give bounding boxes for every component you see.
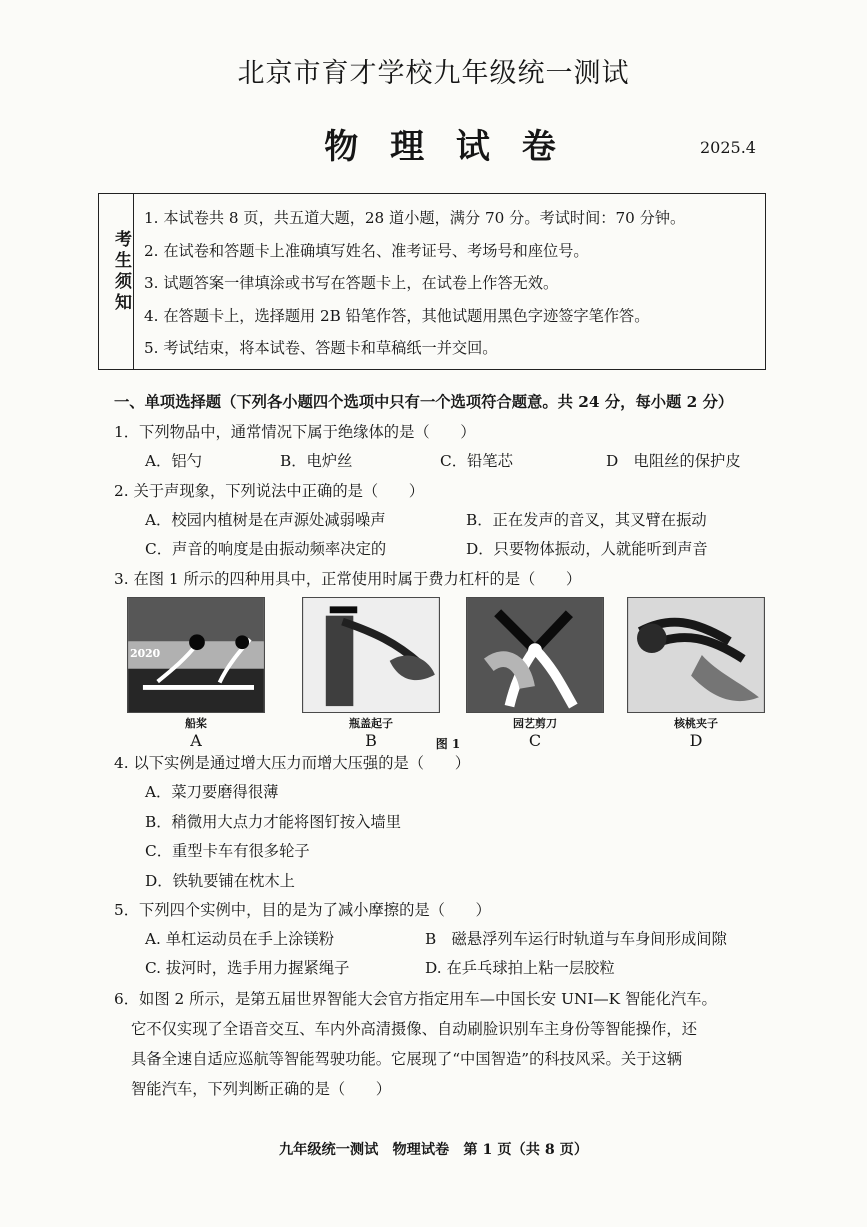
candidate-notice-box (98, 193, 766, 370)
question-6-stem-line-2: 它不仅实现了全语音交互、车内外高清摄像、自动刷脸识别车主身份等智能操作，还 (131, 1020, 697, 1038)
question-4-option-d: D．铁轨要铺在枕木上 (145, 872, 295, 890)
question-2-option-d: D．只要物体振动，人就能听到声音 (466, 540, 708, 558)
question-3-stem: 3. 在图 1 所示的四种用具中，正常使用时属于费力杠杆的是（ ） (114, 570, 582, 588)
nutcracker-caption: 核桃夹子 (674, 717, 718, 730)
figure-option-c: C (528, 731, 542, 750)
nutcracker-photo (627, 597, 765, 713)
question-4-option-c: C．重型卡车有很多轮子 (145, 842, 310, 860)
question-5-stem: 5．下列四个实例中，目的是为了减小摩擦的是（ ） (114, 901, 491, 919)
figure-option-d: D (689, 731, 703, 750)
question-6-stem-line-1: 6．如图 2 所示，是第五届世界智能大会官方指定用车—中国长安 UNI—K 智能化汽车。 (114, 990, 717, 1008)
subject-title: 物 理 试 卷 (324, 127, 566, 167)
question-1-option-b: B．电炉丝 (280, 452, 353, 470)
question-2-stem: 2. 关于声现象，下列说法中正确的是（ ） (114, 482, 425, 500)
question-1-option-a: A．铝勺 (145, 452, 202, 470)
oar-caption: 船桨 (185, 717, 207, 730)
question-4-option-b: B．稍微用大点力才能将图钉按入墙里 (145, 813, 401, 831)
figure-1-label: 图 1 (435, 737, 461, 751)
garden-shears-caption: 园艺剪刀 (513, 717, 557, 730)
notice-label: 考生须知 (111, 230, 131, 314)
question-2-option-b: B．正在发声的音叉，其叉臂在振动 (466, 511, 707, 529)
question-5-option-d: D. 在乒乓球拍上粘一层胶粒 (425, 959, 615, 977)
bottle-opener-caption: 瓶盖起子 (349, 717, 393, 730)
question-5-option-c: C. 拔河时，选手用力握紧绳子 (145, 959, 350, 977)
question-4-stem: 4. 以下实例是通过增大压力而增大压强的是（ ） (114, 754, 470, 772)
figure-option-a: A (190, 731, 202, 750)
notice-list (144, 202, 754, 365)
oar-photo-text: 2020 (130, 646, 161, 660)
notice-item-1: 1. 本试卷共 8 页，共五道大题，28 道小题，满分 70 分。考试时间：70 分钟。 (144, 209, 686, 227)
school-exam-title: 北京市育才学校九年级统一测试 (237, 58, 630, 89)
question-1-option-d: D 电阻丝的保护皮 (606, 452, 741, 470)
notice-label-column (99, 194, 134, 369)
figure-option-b: B (365, 731, 377, 750)
oar-photo (127, 597, 265, 713)
garden-shears-photo (466, 597, 604, 713)
question-4-option-a: A．菜刀要磨得很薄 (145, 783, 279, 801)
question-5-option-b: B 磁悬浮列车运行时轨道与车身间形成间隙 (425, 930, 727, 948)
section-one-heading: 一、单项选择题（下列各小题四个选项中只有一个选项符合题意。共 24 分，每小题 2 分） (114, 393, 734, 411)
page-footer: 九年级统一测试 物理试卷 第 1 页（共 8 页） (278, 1142, 589, 1158)
question-6-stem-line-3: 具备全速自适应巡航等智能驾驶功能。它展现了“中国智造”的科技风采。关于这辆 (131, 1050, 683, 1068)
notice-item-3: 3. 试题答案一律填涂或书写在答题卡上，在试卷上作答无效。 (144, 274, 559, 292)
question-2-option-c: C．声音的响度是由振动频率决定的 (145, 540, 387, 558)
exam-date: 2025.4 (700, 138, 756, 157)
question-2-option-a: A．校园内植树是在声源处减弱噪声 (145, 511, 386, 529)
question-6-stem-line-4: 智能汽车，下列判断正确的是（ ） (131, 1080, 392, 1098)
question-1-option-c: C．铅笔芯 (440, 452, 513, 470)
bottle-opener-photo (302, 597, 440, 713)
question-1-stem: 1．下列物品中，通常情况下属于绝缘体的是（ ） (114, 423, 476, 441)
notice-item-2: 2. 在试卷和答题卡上准确填写姓名、准考证号、考场号和座位号。 (144, 241, 589, 260)
notice-item-4: 4. 在答题卡上，选择题用 2B 铅笔作答，其他试题用黑色字迹签字笔作答。 (144, 306, 650, 325)
notice-item-5: 5. 考试结束，将本试卷、答题卡和草稿纸一并交回。 (144, 339, 498, 357)
question-5-option-a: A. 单杠运动员在手上涂镁粉 (145, 930, 335, 948)
